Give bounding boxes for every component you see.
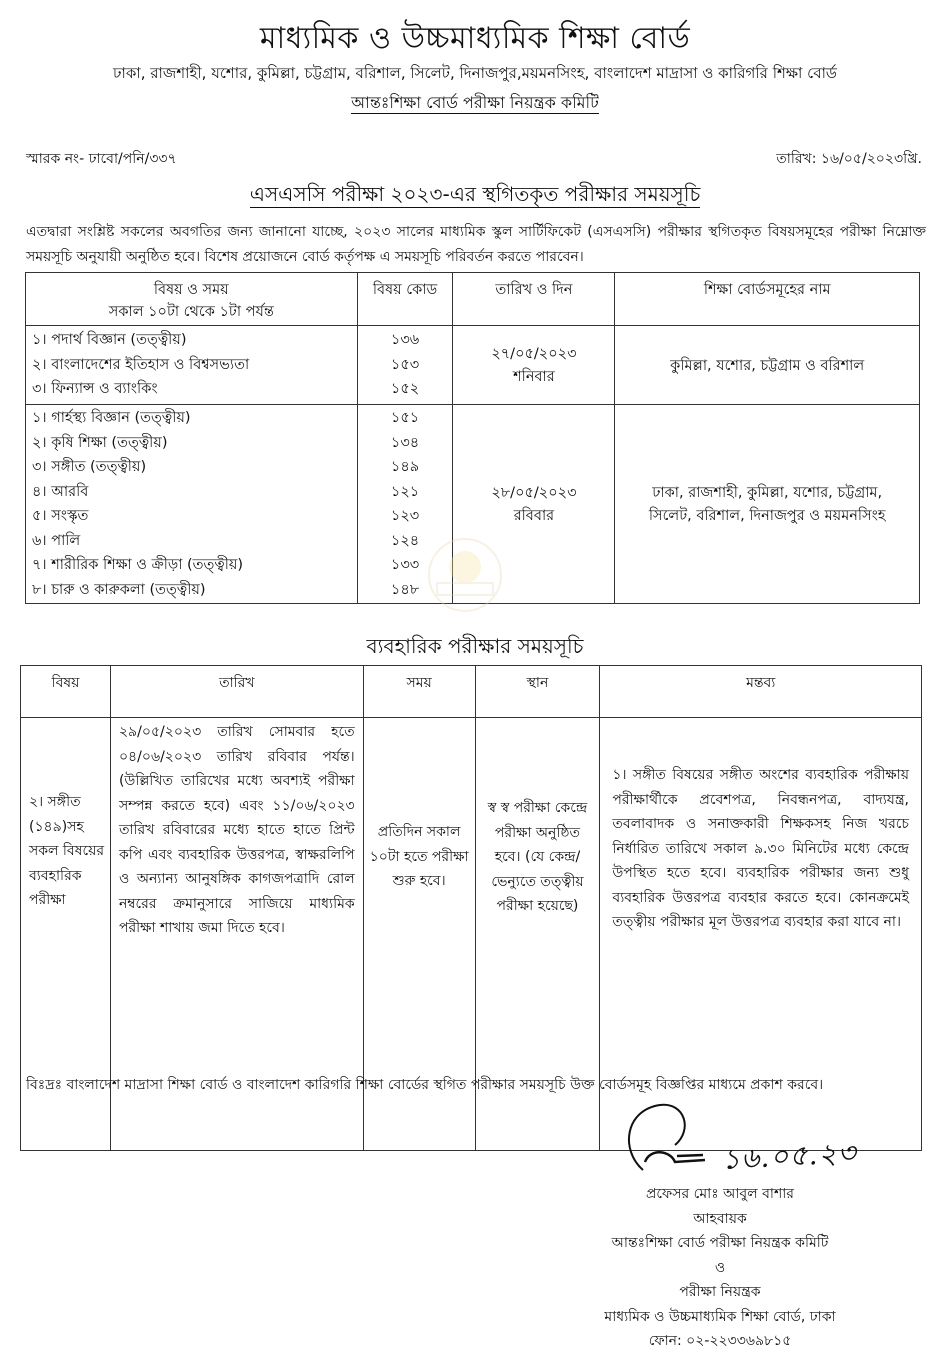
boards-text-line2: সিলেট, বরিশাল, দিনাজপুর ও ময়মনসিংহ [648, 507, 886, 524]
subject-code: ১৪৯ [390, 459, 420, 475]
boards-text: কুমিল্লা, যশোর, চট্টগ্রাম ও বরিশাল [670, 357, 865, 374]
signature-handwritten-date: ১৬.০৫.২৩ [721, 1135, 858, 1176]
exam-day: রবিবার [513, 507, 555, 524]
header-subject: বিষয় [21, 666, 111, 718]
practical-venue: স্ব স্ব পরীক্ষা কেন্দ্রে পরীক্ষা অনুষ্ঠিত হবে। (যে কেন্দ্র/ভেন্যুতে তত্ত্বীয় পরীক্ষা হয়েছে) [475, 718, 600, 1151]
subject-code: ১৩৩ [390, 557, 420, 573]
signatory-name: প্রফেসর মোঃ আবুল বাশার [645, 1186, 795, 1202]
subject-item: ৭। শারীরিক শিক্ষা ও ক্রীড়া (তত্ত্বীয়) [32, 557, 244, 573]
subject-code: ১২৩ [390, 508, 420, 524]
document-title [0, 180, 950, 213]
signatory-role: আহবায়ক [693, 1210, 747, 1227]
header-date-day: তারিখ ও দিন [453, 273, 615, 326]
exam-date: ২৮/০৫/২০২৩ [491, 484, 577, 501]
intro-paragraph: এতদ্বারা সংশ্লিষ্ট সকলের অবগতির জন্য জানানো যাচ্ছে, ২০২৩ সালের মাধ্যমিক স্কুল সার্টিফিকেট (এসএসসি) পরীক্ষার স্থগিতকৃত বিষয়সমূহের পরীক্ষা নিম্নোক্ত সময়সূচি অনুযায়ী অনুষ্ঠিত হবে। বিশেষ প্রয়োজনে বোর্ড কর্তৃপক্ষ এ সময়সূচি পরিবর্তন করতে পারবেন। [26, 224, 926, 265]
boards-text-line1: ঢাকা, রাজশাহী, কুমিল্লা, যশোর, চট্টগ্রাম, [652, 484, 883, 501]
subject-code: ১৩৬ [390, 332, 420, 348]
subjects-cell [26, 326, 358, 405]
exam-day: শনিবার [513, 369, 555, 385]
subject-item: ৩। ফিন্যান্স ও ব্যাংকিং [32, 381, 158, 397]
memo-number: স্মারক নং- ঢাবো/পনি/৩৩৭ [26, 151, 177, 167]
subject-code: ১৩৪ [390, 434, 420, 451]
committee-heading [0, 90, 950, 117]
header-date: তারিখ [110, 666, 363, 718]
boards-line: ঢাকা, রাজশাহী, যশোর, কুমিল্লা, চট্টগ্রাম, বরিশাল, সিলেট, দিনাজপুর,ময়মনসিংহ, বাংলাদেশ মাদ্রাসা ও কারিগরি শিক্ষা বোর্ড [113, 64, 837, 82]
subject-item: ৮। চারু ও কারুকলা (তত্ত্বীয়) [32, 581, 206, 598]
boards-cell [615, 326, 920, 405]
table-row [26, 326, 920, 405]
header-subject [26, 273, 358, 326]
header-subject-line2: সকাল ১০টা থেকে ১টা পর্যন্ত [108, 304, 274, 320]
signatory-phone: ফোন: ০২-২২৩৩৬৯৮১৫ [648, 1333, 792, 1349]
date-cell [453, 326, 615, 405]
subject-code: ১৫৩ [390, 356, 420, 373]
subjects-cell [26, 405, 358, 604]
subject-code: ১২১ [390, 483, 420, 500]
header-remarks: মন্তব্য [600, 666, 922, 718]
subject-code: ১৫২ [390, 381, 420, 397]
practical-header-row [21, 666, 922, 718]
signatory-board: মাধ্যমিক ও উচ্চমাধ্যমিক শিক্ষা বোর্ড, ঢাকা [604, 1308, 836, 1325]
signatory-conjunction: ও [714, 1259, 726, 1276]
practical-time: প্রতিদিন সকাল ১০টা হতে পরীক্ষা শুরু হবে। [363, 718, 475, 1151]
subject-code: ১৫১ [390, 410, 420, 426]
signature-image-icon [615, 1100, 725, 1180]
subject-code: ১২৪ [390, 532, 420, 549]
memo-date: তারিখ: ১৬/০৫/২০২৩খ্রি. [776, 151, 922, 167]
subject-item: ৩। সঙ্গীত (তত্ত্বীয়) [32, 459, 147, 475]
document-title-text: এসএসসি পরীক্ষা ২০২৩-এর স্থগিতকৃত পরীক্ষার সময়সূচি [249, 182, 701, 206]
signature-block [520, 1182, 920, 1354]
boards-cell [615, 405, 920, 604]
practical-subject: ২। সঙ্গীত (১৪৯)সহ সকল বিষয়ের ব্যবহারিক পরীক্ষা [21, 718, 111, 1151]
header-venue: স্থান [475, 666, 600, 718]
schedule-header-row [26, 273, 920, 326]
practical-remarks: ১। সঙ্গীত বিষয়ের সঙ্গীত অংশের ব্যবহারিক পরীক্ষায় পরীক্ষার্থীকে প্রবেশপত্র, নিবন্ধনপত্র, বাদ্যযন্ত্র, তবলাবাদক ও সনাক্তকারী শিক্ষকসহ নিজ খরচে নির্ধারিত তারিখে সকাল ৯.৩০ মিনিটের মধ্যে কেন্দ্রে উপস্থিত হতে হবে। ব্যবহারিক পরীক্ষার জন্য শুধু ব্যবহারিক উত্তরপত্র ব্যবহার করতে হবে। কোনক্রমেই তত্ত্বীয় পরীক্ষার মূল উত্তরপত্র ব্যবহার করা যাবে না। [600, 718, 922, 1151]
note-paragraph: বিঃদ্রঃ বাংলাদেশ মাদ্রাসা শিক্ষা বোর্ড ও বাংলাদেশ কারিগরি শিক্ষা বোর্ডের স্থগিত পরীক্ষার সময়সূচি উক্ত বোর্ডসমূহ বিজ্ঞপ্তির মাধ্যমে প্রকাশ করবে। [26, 1077, 824, 1093]
subject-item: ৪। আরবি [32, 483, 89, 500]
header-code: বিষয় কোড [357, 273, 453, 326]
subject-item: ৬। পালি [32, 532, 81, 549]
subject-code: ১৪৮ [390, 581, 420, 598]
subject-item: ১। পদার্থ বিজ্ঞান (তত্ত্বীয়) [32, 332, 187, 348]
subject-item: ৫। সংস্কৃত [32, 508, 89, 524]
signatory-role2: পরীক্ষা নিয়ন্ত্রক [679, 1284, 761, 1300]
subject-item: ২। কৃষি শিক্ষা (তত্ত্বীয়) [32, 434, 168, 451]
signatory-committee: আন্তঃশিক্ষা বোর্ড পরীক্ষা নিয়ন্ত্রক কমিটি [611, 1235, 829, 1251]
subject-item: ১। গার্হস্থ্য বিজ্ঞান (তত্ত্বীয়) [32, 410, 191, 426]
practical-date: ২৯/০৫/২০২৩ তারিখ সোমবার হতে ০৪/০৬/২০২৩ তারিখ রবিবার পর্যন্ত। (উল্লিখিত তারিখের মধ্যে অবশ্যই পরীক্ষা সম্পন্ন করতে হবে) এবং ১১/০৬/২০২৩ তারিখ রবিবারের মধ্যে হাতে হাতে প্রিন্ট কপি এবং ব্যবহারিক উত্তরপত্র, স্বাক্ষরলিপি ও অন্যান্য আনুষঙ্গিক কাগজপত্রাদি রোল নম্বরের ক্রমানুসারে সাজিয়ে মাধ্যমিক পরীক্ষা শাখায় জমা দিতে হবে। [110, 718, 363, 1151]
header-boards: শিক্ষা বোর্ডসমূহের নাম [615, 273, 920, 326]
practical-title: ব্যবহারিক পরীক্ষার সময়সূচি [366, 634, 584, 658]
codes-cell [357, 326, 453, 405]
watermark-logo-icon [425, 535, 505, 615]
org-title: মাধ্যমিক ও উচ্চমাধ্যমিক শিক্ষা বোর্ড [259, 21, 691, 56]
header-time: সময় [363, 666, 475, 718]
subject-item: ২। বাংলাদেশের ইতিহাস ও বিশ্বসভ্যতা [32, 356, 250, 373]
header-subject-line1: বিষয় ও সময় [153, 282, 229, 298]
committee-text: আন্তঃশিক্ষা বোর্ড পরীক্ষা নিয়ন্ত্রক কমিটি [351, 93, 599, 112]
exam-date: ২৭/০৫/২০২৩ [491, 346, 577, 362]
